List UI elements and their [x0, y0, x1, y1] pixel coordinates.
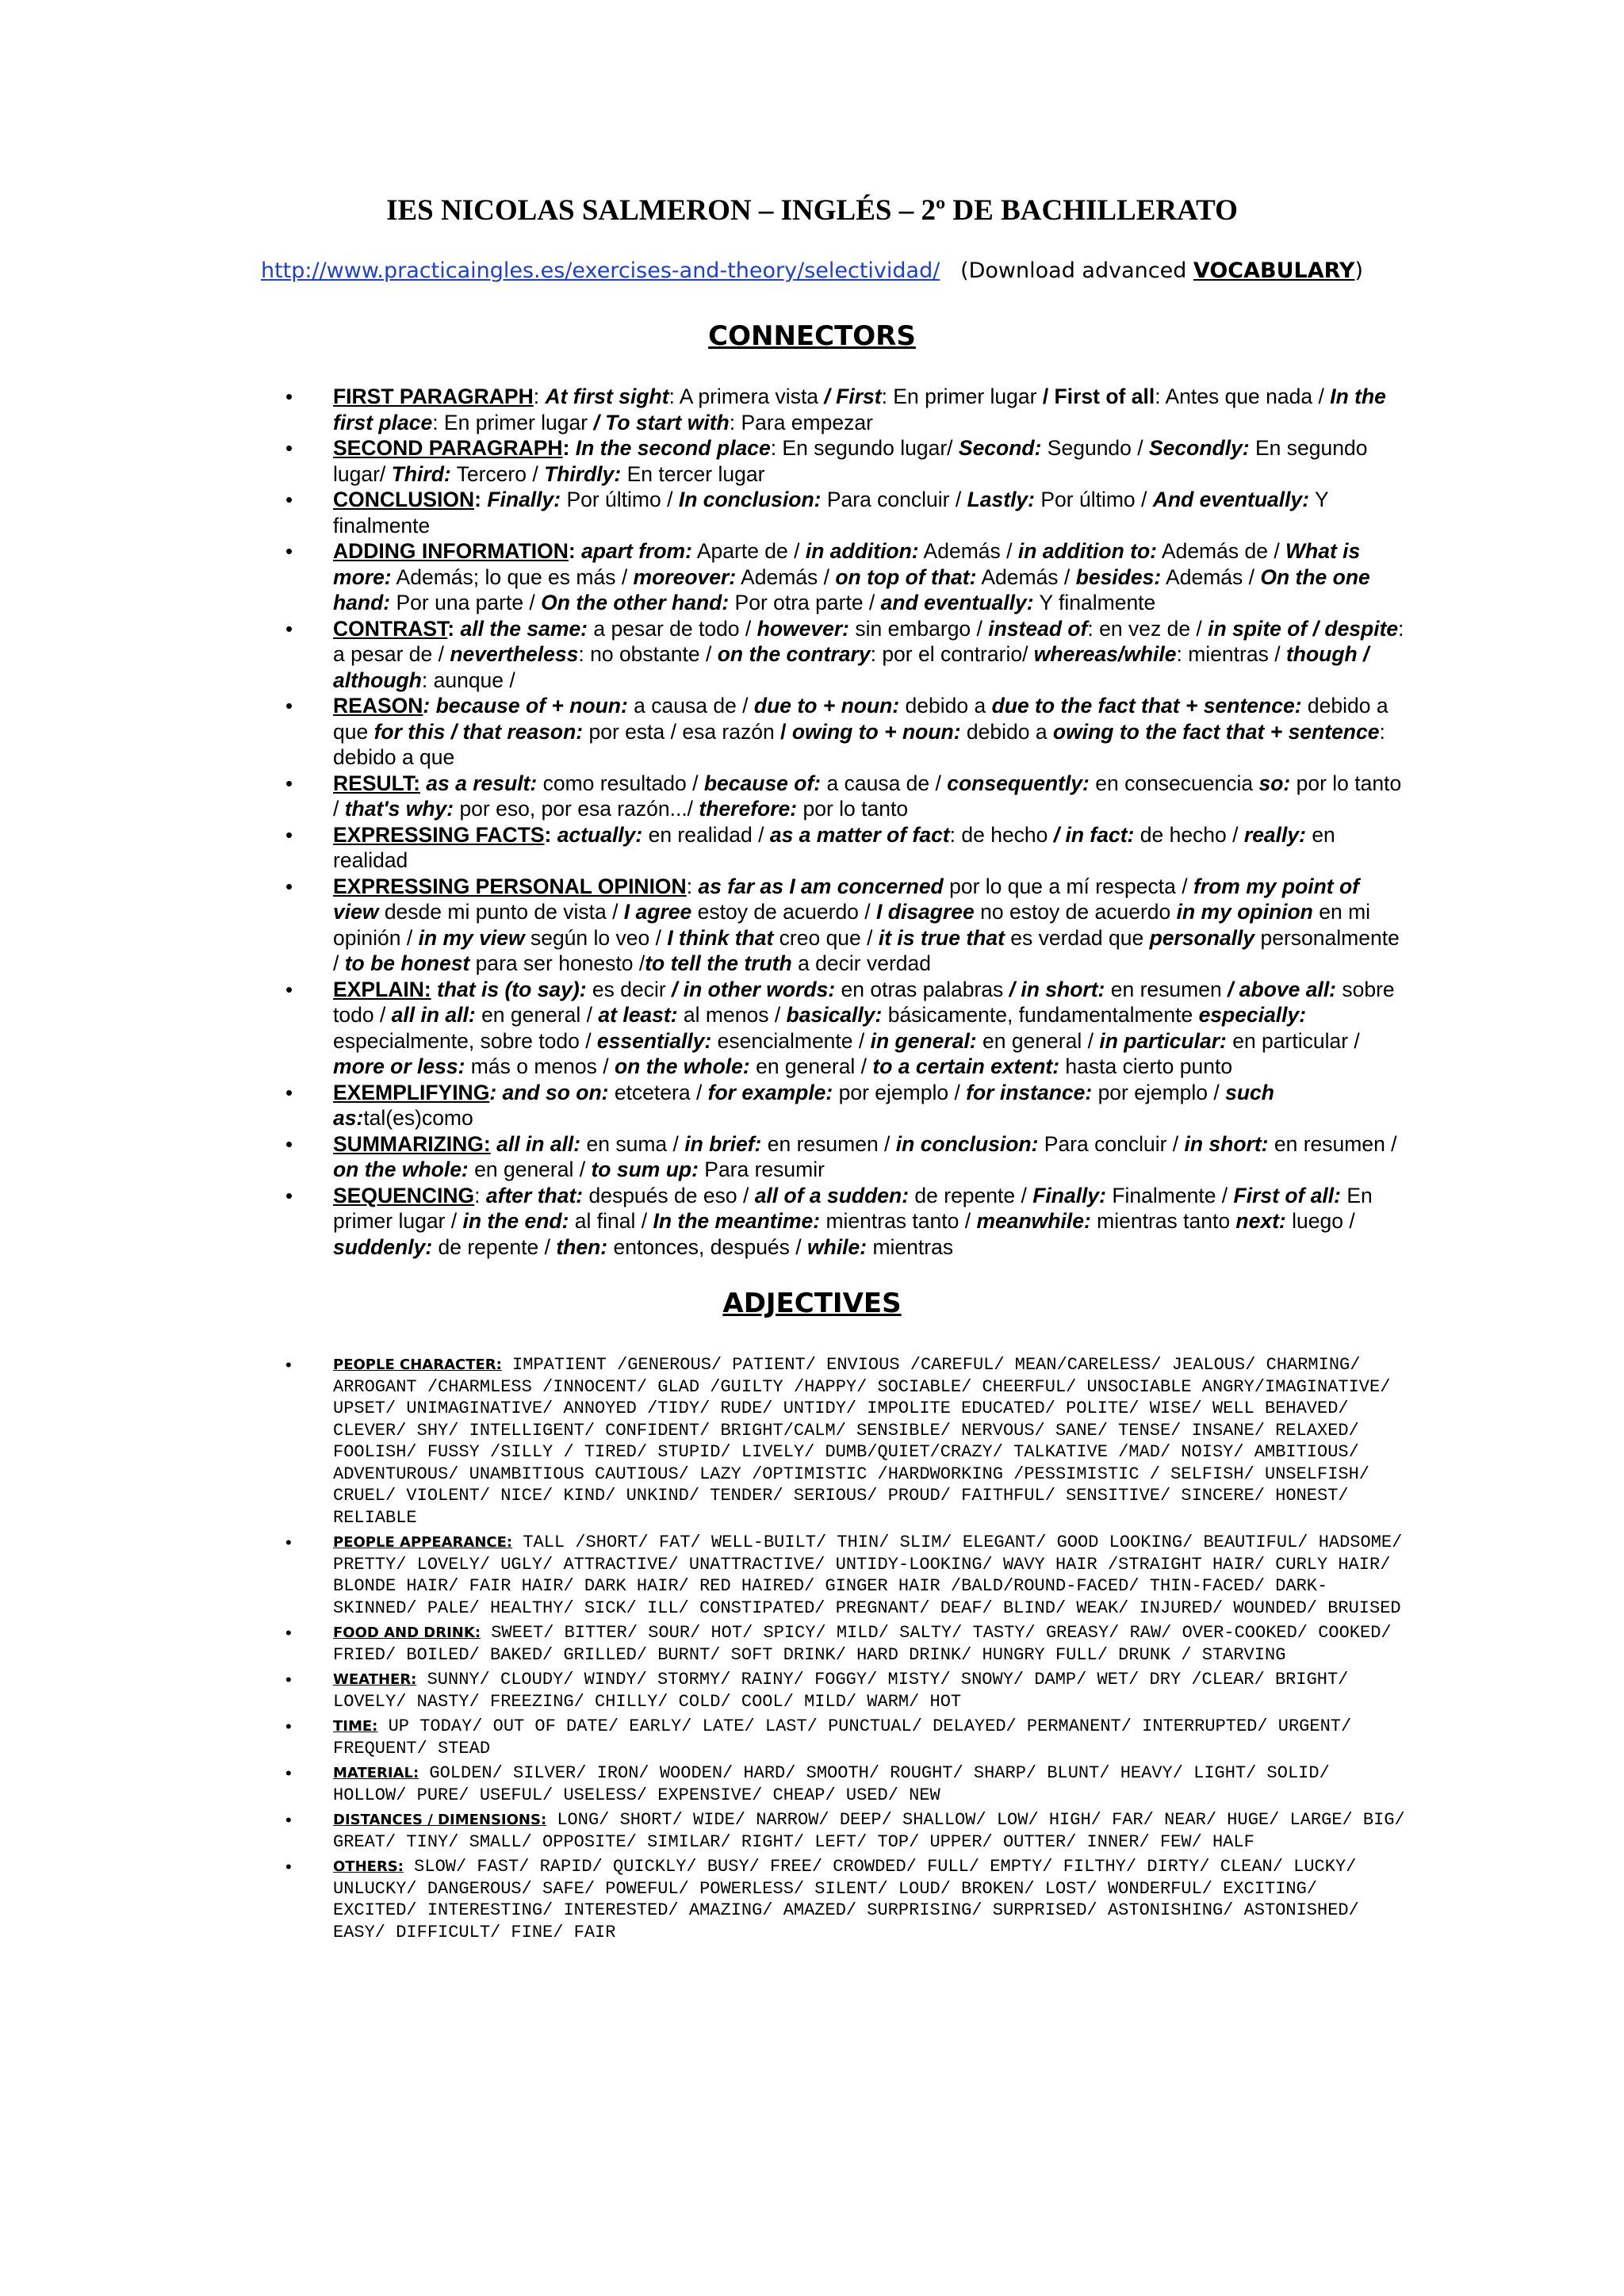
connector-translation: más o menos /	[465, 1054, 615, 1078]
connector-term: due to + noun:	[753, 694, 900, 718]
connector-term: on top of that:	[835, 564, 977, 589]
connector-term: besides:	[1075, 564, 1162, 589]
adjectives-list	[285, 1354, 1405, 1946]
connector-translation: Y finalmente	[1033, 591, 1156, 614]
connector-translation: de repente /	[432, 1234, 557, 1259]
connector-translation: Además /	[736, 564, 836, 589]
connector-translation: personalmente /	[333, 925, 1400, 975]
connector-term: really:	[1243, 822, 1306, 847]
connector-term: all in all:	[391, 1003, 476, 1027]
connector-translation: es decir	[586, 977, 672, 1001]
connector-translation: : en vez de /	[1087, 616, 1208, 641]
connector-translation: Para concluir /	[1038, 1131, 1185, 1156]
connector-translation: :	[474, 1183, 486, 1207]
connector-item	[285, 771, 1405, 822]
connector-translation: esencialmente /	[711, 1028, 871, 1053]
connector-translation: sobre todo /	[333, 977, 1395, 1027]
link-line	[0, 258, 1624, 283]
connector-term: all of a sudden:	[754, 1183, 910, 1207]
connector-translation: a causa de /	[627, 694, 754, 718]
adjective-group	[285, 1762, 1405, 1806]
adjective-list-text: SUNNY/ CLOUDY/ WINDY/ STORMY/ RAINY/ FOGGY/ MISTY/ SNOWY/ DAMP/ WET/ DRY /CLEAR/ BRIGHT/ LOVELY/ NASTY/ FREEZING/ CHILLY/ COLD/ COOL/ MILD/ WARM/ HOT	[333, 1670, 1349, 1712]
connector-term: moreover:	[633, 564, 737, 589]
connector-term: in my opinion	[1176, 900, 1313, 924]
connector-term: it is true that	[878, 925, 1005, 950]
adjective-group	[285, 1532, 1405, 1619]
document-title: IES NICOLAS SALMERON – INGLÉS – 2º DE BACHILLERATO	[386, 194, 1238, 227]
connector-term: as far as I am concerned	[698, 874, 944, 898]
connector-translation: mientras	[867, 1234, 954, 1259]
connector-term: / in other words:	[672, 977, 836, 1001]
connector-term: in particular:	[1099, 1028, 1227, 1053]
connector-translation: : no obstante /	[578, 642, 718, 666]
connector-translation: en general /	[475, 1003, 599, 1027]
connector-category: EXPLAIN:	[333, 977, 431, 1001]
connector-category: ADDING INFORMATION	[333, 539, 569, 563]
connector-term: that is (to say):	[431, 977, 587, 1001]
connector-term: on the whole:	[333, 1158, 469, 1181]
connector-term: At first sight	[545, 385, 669, 408]
connector-translation: Además /	[918, 539, 1018, 563]
adjective-category: WEATHER:	[333, 1671, 417, 1688]
connector-category: EXPRESSING PERSONAL OPINION	[333, 874, 687, 898]
connector-item	[285, 977, 1405, 1080]
connector-term: to sum up:	[591, 1158, 699, 1181]
connector-translation: estoy de acuerdo /	[691, 900, 877, 924]
connector-term: In the second place	[575, 436, 771, 460]
connector-term: On the other hand:	[541, 591, 730, 614]
connector-term: in spite of / despite	[1208, 616, 1399, 641]
connector-term: /	[780, 719, 792, 744]
connector-category: FIRST PARAGRAPH	[333, 385, 534, 408]
connector-translation: Finalmente /	[1105, 1183, 1234, 1207]
download-note-prefix: (Download advanced	[960, 258, 1193, 283]
connector-translation: por eso, por esa razón.../	[454, 797, 699, 821]
adjective-category: PEOPLE CHARACTER:	[333, 1357, 502, 1373]
connector-term: In the first place	[333, 385, 1386, 434]
connector-category: CONCLUSION	[333, 488, 475, 511]
connector-item	[285, 384, 1405, 435]
connector-translation: : A primera vista	[668, 385, 825, 408]
connector-translation: En tercer lugar	[621, 461, 765, 486]
connector-translation: en resumen	[1105, 977, 1228, 1001]
connector-term: while:	[807, 1234, 868, 1259]
connector-translation: en realidad	[333, 822, 1335, 872]
connector-translation: mientras tanto	[1090, 1209, 1236, 1233]
connector-category: CONTRAST	[333, 616, 448, 641]
connector-term: for this / that reason:	[373, 719, 584, 744]
connector-translation: es verdad que	[1004, 925, 1150, 950]
connector-translation: : Para empezar	[729, 410, 873, 434]
connector-term: In the meantime:	[653, 1209, 821, 1233]
connector-translation: desde mi punto de vista /	[378, 900, 624, 924]
practicaingles-link[interactable]: http://www.practicaingles.es/exercises-and-theory/selectividad/	[260, 258, 940, 283]
connector-translation: Para concluir /	[821, 488, 967, 511]
connector-term: in addition to:	[1017, 539, 1157, 563]
connector-translation: etcetera /	[608, 1080, 708, 1104]
connector-translation: : de hecho	[949, 822, 1054, 847]
connector-translation: : Antes que nada /	[1155, 385, 1331, 408]
connector-category: REASON	[333, 694, 423, 718]
adjective-group	[285, 1856, 1405, 1943]
connector-translation: Además /	[1161, 564, 1261, 589]
connector-term: to a certain extent:	[872, 1054, 1060, 1078]
connector-term: / First of all	[1042, 385, 1155, 408]
connector-term: And eventually:	[1152, 488, 1310, 511]
connector-term: owing to the fact that + sentence	[1052, 719, 1380, 744]
connector-item	[285, 616, 1405, 694]
connector-term: Finally:	[487, 488, 561, 511]
connector-translation: Tercero /	[450, 461, 545, 486]
connector-term: for instance:	[966, 1080, 1093, 1104]
connector-translation: no estoy de acuerdo	[974, 900, 1177, 924]
connector-term: therefore:	[699, 797, 798, 821]
connector-term: essentially:	[596, 1028, 712, 1053]
connector-translation: : aunque /	[421, 668, 515, 692]
connector-translation: Por otra parte /	[729, 591, 881, 614]
connector-translation: :	[686, 874, 699, 898]
connector-term: / First	[824, 385, 882, 408]
connector-translation: en resumen /	[1268, 1131, 1397, 1156]
adjective-list-text: LONG/ SHORT/ WIDE/ NARROW/ DEEP/ SHALLOW/ LOW/ HIGH/ FAR/ NEAR/ HUGE/ LARGE/ BIG/ GREAT/ TINY/ SMALL/ OPPOSITE/ SIMILAR/ RIGHT/ LEFT/ TOP/ UPPER/ OUTTER/ INNER/ FEW/ HALF	[333, 1810, 1405, 1852]
connector-translation: al final /	[569, 1209, 653, 1233]
connectors-heading: CONNECTORS	[708, 320, 916, 352]
connector-term: First of all:	[1233, 1183, 1341, 1207]
connector-term: :	[562, 436, 576, 460]
connector-term: in short:	[1184, 1131, 1269, 1156]
adjectives-heading: ADJECTIVES	[722, 1288, 902, 1319]
connector-term: consequently:	[947, 771, 1090, 795]
connector-term: Thirdly:	[544, 461, 622, 486]
connector-translation: a causa de /	[821, 771, 948, 795]
connector-term: :	[544, 822, 557, 847]
connector-translation: como resultado /	[537, 771, 704, 795]
connector-translation: en mi opinión /	[333, 900, 1371, 950]
connector-translation: en resumen /	[761, 1131, 896, 1156]
connector-term: / above all:	[1228, 977, 1337, 1001]
connector-translation: por lo tanto	[797, 797, 909, 821]
connector-translation: Por último /	[561, 488, 679, 511]
connector-translation: en suma /	[580, 1131, 685, 1156]
connector-translation: de repente /	[909, 1183, 1033, 1207]
connector-term: from my point of view	[333, 874, 1360, 924]
connector-translation: En primer lugar /	[333, 1183, 1373, 1233]
connector-item	[285, 1131, 1405, 1183]
connector-term: Third:	[391, 461, 451, 486]
connector-translation: : En primer lugar	[881, 385, 1043, 408]
connector-category: RESULT:	[333, 771, 420, 795]
connector-term: I agree	[623, 900, 692, 924]
connector-term: : because of + noun:	[423, 694, 628, 718]
connector-term: to tell the truth	[645, 951, 792, 975]
connector-term: suddenly:	[333, 1234, 433, 1259]
connector-category: SUMMARIZING:	[333, 1131, 491, 1156]
connector-translation: sin embargo /	[848, 616, 989, 641]
connector-translation: debido a	[960, 719, 1053, 744]
adjective-category: OTHERS:	[333, 1858, 404, 1875]
connector-translation: por lo que a mí respecta /	[943, 874, 1193, 898]
connector-term: especially:	[1198, 1003, 1307, 1027]
download-note-suffix: )	[1354, 258, 1364, 283]
connector-translation: : a pesar de /	[333, 616, 1404, 666]
connector-translation: de hecho /	[1134, 822, 1244, 847]
adjective-list-text: GOLDEN/ SILVER/ IRON/ WOODEN/ HARD/ SMOOTH/ ROUGHT/ SHARP/ BLUNT/ HEAVY/ LIGHT/ SOLID/ HOLLOW/ PURE/ USEFUL/ USELESS/ EXPENSIVE/ CHEAP/ USED/ NEW	[333, 1763, 1330, 1805]
connector-translation: en general /	[468, 1158, 592, 1181]
connector-item	[285, 693, 1405, 771]
connector-term: Lastly:	[967, 488, 1035, 511]
connector-translation: Y finalmente	[333, 488, 1329, 538]
connector-translation: especialmente, sobre todo /	[333, 1028, 597, 1053]
connector-term: however:	[756, 616, 849, 641]
connector-translation: según lo veo /	[524, 925, 668, 950]
connector-term: after that:	[485, 1183, 584, 1207]
connector-translation: Por una parte /	[390, 591, 542, 614]
connector-term: then:	[556, 1234, 608, 1259]
connector-term: Second:	[958, 436, 1042, 460]
connector-translation: Para resumir	[698, 1158, 825, 1181]
vocabulary-word: VOCABULARY	[1193, 258, 1355, 283]
connector-translation: en general /	[749, 1054, 873, 1078]
connector-term: in the end:	[462, 1209, 569, 1233]
connector-translation: : debido a que	[333, 719, 1385, 769]
connector-term: on the contrary	[717, 642, 871, 666]
connector-translation: debido a que	[333, 694, 1388, 744]
connector-term: all the same:	[460, 616, 588, 641]
connector-term: whereas/while	[1033, 642, 1177, 666]
adjective-category: TIME:	[333, 1718, 378, 1735]
connector-term: and eventually:	[880, 591, 1034, 614]
connector-category: EXEMPLIFYING	[333, 1080, 490, 1104]
connector-term: Secondly:	[1149, 436, 1250, 460]
connector-term: such as:	[333, 1080, 1274, 1130]
connector-term: / in fact:	[1053, 822, 1135, 847]
connector-translation: en particular /	[1226, 1028, 1360, 1053]
connector-term: :	[568, 539, 582, 563]
connector-translation: para ser honesto /	[469, 951, 645, 975]
connector-translation: entonces, después /	[607, 1234, 808, 1259]
connector-translation: : por el contrario/	[870, 642, 1034, 666]
connector-translation: al menos /	[677, 1003, 787, 1027]
connector-translation: después de eso /	[583, 1183, 755, 1207]
connector-term: in brief:	[684, 1131, 762, 1156]
connector-translation: Por último /	[1035, 488, 1153, 511]
connector-category: SECOND PARAGRAPH	[333, 436, 563, 460]
adjective-category: PEOPLE APPEARANCE:	[333, 1534, 513, 1551]
connector-term: basically:	[786, 1003, 883, 1027]
connector-translation: Además /	[976, 564, 1076, 589]
connector-translation: Además; lo que es más /	[391, 564, 634, 589]
connector-item	[285, 822, 1405, 874]
adjective-category: DISTANCES / DIMENSIONS:	[333, 1812, 547, 1828]
adjective-list-text: TALL /SHORT/ FAT/ WELL-BUILT/ THIN/ SLIM/ ELEGANT/ GOOD LOOKING/ BEAUTIFUL/ HADSOME/ PRETTY/ LOVELY/ UGLY/ ATTRACTIVE/ UNATTRACTIVE/ UNTIDY-LOOKING/ WAVY HAIR /STRAIGHT HAIR/ CURLY HAIR/ BLONDE HAIR/ FAIR HAIR/ DARK HAIR/ RED HAIRED/ GINGER HAIR /BALD/ROUND-FACED/ THIN-FACED/ DARK-SKINNED/ PALE/ HEALTHY/ SICK/ ILL/ CONSTIPATED/ PREGNANT/ DEAF/ BLIND/ WEAK/ INJURED/ WOUNDED/ BRUISED	[333, 1533, 1403, 1618]
connector-translation: creo que /	[773, 925, 879, 950]
connector-translation: básicamente, fundamentalmente	[882, 1003, 1199, 1027]
connector-item	[285, 538, 1405, 616]
connector-term: in general:	[870, 1028, 977, 1053]
connector-item	[285, 1080, 1405, 1131]
connector-translation: :	[533, 385, 546, 408]
connector-term: nevertheless	[450, 642, 579, 666]
adjective-list-text: IMPATIENT /GENEROUS/ PATIENT/ ENVIOUS /CAREFUL/ MEAN/CARELESS/ JEALOUS/ CHARMING/ ARROGANT /CHARMLESS /INNOCENT/ GLAD /GUILTY /HAPPY/ SOCIABLE/ CHEERFUL/ UNSOCIABLE ANGRY/IMAGINATIVE/ UPSET/ UNIMAGINATIVE/ ANNOYED /TIDY/ RUDE/ UNTIDY/ IMPOLITE EDUCATED/ POLITE/ WISE/ WELL BEHAVED/ CLEVER/ SHY/ INTELLIGENT/ CONFIDENT/ BRIGHT/CALM/ SENSIBLE/ NERVOUS/ SANE/ TENSE/ INSANE/ RELAXED/ FOOLISH/ FUSSY /SILLY / TIRED/ STUPID/ LIVELY/ DUMB/QUIET/CRAZY/ TALKATIVE /MAD/ NOISY/ AMBITIOUS/ ADVENTUROUS/ UNAMBITIOUS CAUTIOUS/ LAZY /OPTIMISTIC /HARDWORKING /PESSIMISTIC / SELFISH/ UNSELFISH/ CRUEL/ VIOLENT/ NICE/ KIND/ UNKIND/ TENDER/ SERIOUS/ PROUD/ FAITHFUL/ SENSITIVE/ SINCERE/ HONEST/ RELIABLE	[333, 1355, 1391, 1528]
connector-translation: en realidad /	[642, 822, 770, 847]
adjective-category: FOOD AND DRINK:	[333, 1624, 481, 1641]
adjective-group	[285, 1354, 1405, 1529]
connector-translation: Además de /	[1157, 539, 1286, 563]
connector-term: so:	[1258, 771, 1291, 795]
adjective-list-text: SWEET/ BITTER/ SOUR/ HOT/ SPICY/ MILD/ SALTY/ TASTY/ GREASY/ RAW/ OVER-COOKED/ COOKED/ FRIED/ BOILED/ BAKED/ GRILLED/ BURNT/ SOFT DRINK/ HARD DRINK/ HUNGRY FULL/ DRUNK / STARVING	[333, 1623, 1392, 1665]
connector-translation: a pesar de todo /	[588, 616, 757, 641]
connector-translation: en consecuencia	[1089, 771, 1259, 795]
connector-term: owing to + noun:	[791, 719, 961, 744]
connector-item	[285, 435, 1405, 487]
adjective-group	[285, 1716, 1405, 1759]
connector-term: In conclusion:	[678, 488, 822, 511]
connector-translation: : mientras /	[1176, 642, 1286, 666]
adjective-list-text: SLOW/ FAST/ RAPID/ QUICKLY/ BUSY/ FREE/ CROWDED/ FULL/ EMPTY/ FILTHY/ DIRTY/ CLEAN/ LUCKY/ UNLUCKY/ DANGEROUS/ SAFE/ POWEFUL/ POWERLESS/ SILENT/ LOUD/ BROKEN/ LOST/ WONDERFUL/ EXCITING/ EXCITED/ INTERESTING/ INTERESTED/ AMAZING/ AMAZED/ SURPRISING/ SURPRISED/ ASTONISHING/ ASTONISHED/ EASY/ DIFFICULT/ FINE/ FAIR	[333, 1857, 1359, 1942]
adjective-group	[285, 1809, 1405, 1853]
connector-term: On the one hand:	[333, 564, 1370, 614]
connector-translation: En segundo lugar/	[333, 436, 1368, 486]
connector-translation: tal(es)como	[363, 1106, 473, 1130]
connector-translation: por ejemplo /	[1092, 1080, 1226, 1104]
connector-term: to be honest	[344, 951, 470, 975]
connector-term: because of:	[703, 771, 822, 795]
connector-translation: luego /	[1285, 1209, 1355, 1233]
connector-term: I disagree	[876, 900, 975, 924]
connector-translation: : En segundo lugar/	[770, 436, 959, 460]
connector-item	[285, 874, 1405, 977]
adjective-category: MATERIAL:	[333, 1765, 419, 1781]
connector-category: SEQUENCING	[333, 1183, 475, 1207]
connector-term: / in short:	[1009, 977, 1105, 1001]
connector-term: on the whole:	[614, 1054, 750, 1078]
connectors-list	[285, 384, 1405, 1260]
connector-translation: Segundo /	[1041, 436, 1149, 460]
connector-term: next:	[1235, 1209, 1286, 1233]
connector-term: in my view	[418, 925, 525, 950]
connector-term: at least:	[598, 1003, 678, 1027]
connector-term: as a result:	[419, 771, 538, 795]
connector-translation: en general /	[976, 1028, 1100, 1053]
connector-translation: debido a	[899, 694, 992, 718]
connector-term: in conclusion:	[895, 1131, 1039, 1156]
connector-term: : and so on:	[489, 1080, 609, 1104]
connector-translation: mientras tanto /	[820, 1209, 977, 1233]
connector-term: all in all:	[490, 1131, 581, 1156]
connector-term: :	[447, 616, 461, 641]
connector-term: I think that	[667, 925, 774, 950]
connector-translation: por esta / esa razón	[583, 719, 781, 744]
connector-term: personally	[1149, 925, 1255, 950]
connector-term: in addition:	[805, 539, 919, 563]
connector-term: for example:	[707, 1080, 833, 1104]
connector-item	[285, 1183, 1405, 1261]
connector-term: more or less:	[333, 1054, 465, 1078]
connector-term: instead of	[988, 616, 1088, 641]
connector-term: that's why:	[344, 797, 454, 821]
connector-term: apart from:	[581, 539, 692, 563]
connector-term: What is more:	[333, 539, 1361, 589]
connector-term: meanwhile:	[976, 1209, 1091, 1233]
adjective-list-text: UP TODAY/ OUT OF DATE/ EARLY/ LATE/ LAST/ PUNCTUAL/ DELAYED/ PERMANENT/ INTERRUPTED/ URGENT/ FREQUENT/ STEAD	[333, 1716, 1352, 1758]
connector-translation: hasta cierto punto	[1059, 1054, 1233, 1078]
connector-translation: : En primer lugar	[432, 410, 594, 434]
connector-item	[285, 487, 1405, 538]
connector-term: actually:	[557, 822, 643, 847]
connector-term: Finally:	[1032, 1183, 1106, 1207]
adjective-group	[285, 1669, 1405, 1712]
connector-term: / To start with	[593, 410, 730, 434]
connector-translation: Aparte de /	[691, 539, 806, 563]
connector-term: though / although	[333, 642, 1369, 692]
connector-translation: en otras palabras	[835, 977, 1009, 1001]
connector-translation: a decir verdad	[791, 951, 932, 975]
connector-translation: por ejemplo /	[833, 1080, 967, 1104]
connector-term: due to the fact that + sentence:	[991, 694, 1302, 718]
connector-translation: por lo tanto /	[333, 771, 1402, 821]
connector-term: as a matter of fact	[769, 822, 950, 847]
connector-category: EXPRESSING FACTS	[333, 822, 545, 847]
adjective-group	[285, 1622, 1405, 1666]
connector-term: :	[474, 488, 488, 511]
